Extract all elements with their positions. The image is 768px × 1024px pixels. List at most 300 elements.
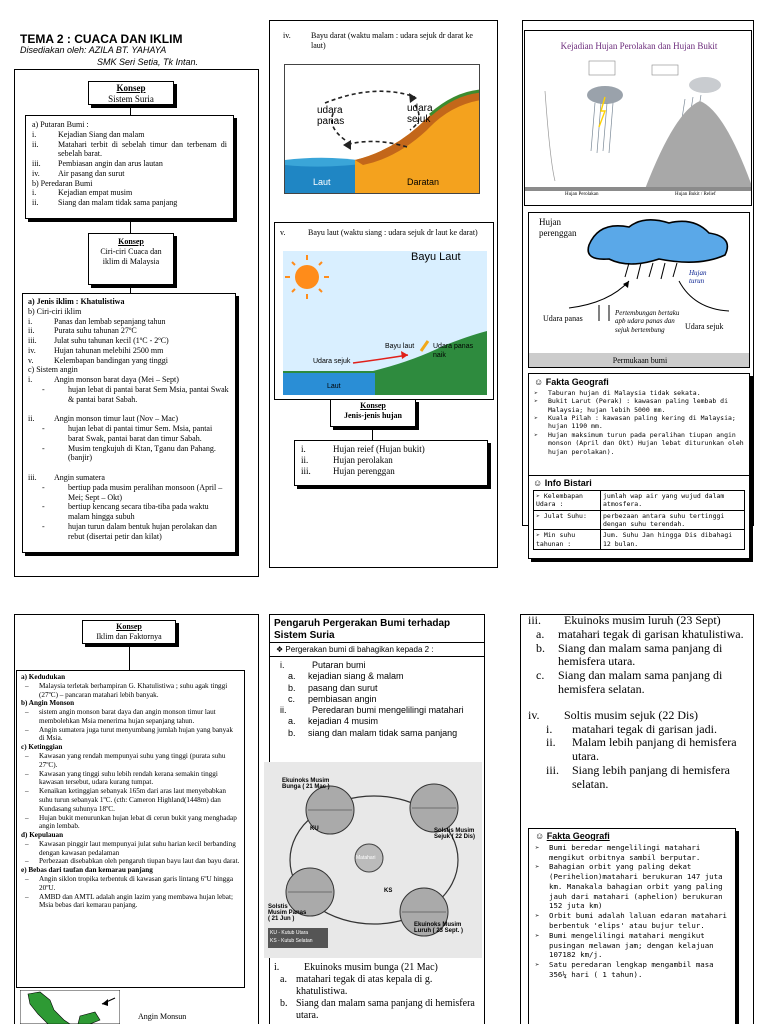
bistari-table: [533, 490, 745, 551]
list-text: sistem angin monson barat daya dan angin monson timur laut membolehkan Msia menerima hujan sepanjang tahun.: [39, 708, 216, 725]
list-item: [21, 787, 240, 813]
sub-rule: [269, 656, 485, 657]
list-item: [534, 414, 744, 431]
dash: –: [25, 708, 29, 717]
label-solstis-panas: Solstis Musim Panas ( 21 Jun ): [268, 904, 307, 922]
list-item: [528, 709, 748, 723]
arrow-icon: ➢: [534, 388, 538, 397]
list-item: [28, 375, 230, 385]
legend-ks: KS - Kutub Selatan: [270, 938, 313, 944]
list-text: Ekuinoks musim bunga (21 Mac): [304, 962, 438, 973]
arrow-icon: ➢: [534, 430, 538, 439]
perenggan-svg: [529, 213, 750, 368]
pole-ks: KS: [384, 888, 393, 894]
pole-ku: KU: [310, 826, 319, 832]
section-sub: [276, 645, 434, 655]
label-matahari: Matahari: [356, 855, 376, 861]
list-item: [32, 198, 227, 208]
konsep-box-iklim-faktor: [82, 620, 176, 644]
smiley-icon: ☺: [534, 377, 546, 387]
daratan-label: Daratan: [407, 177, 440, 187]
list-text: Bayu darat (waktu malam : udara sejuk dr darat ke laut): [311, 31, 473, 50]
list-text: hujan lebat di pantai timur Sem. Msia, pantai barat Swak, pantai barat dan timur Sabah.: [68, 424, 213, 443]
list-num: a.: [280, 974, 287, 985]
list-text: Hujan perenggan: [333, 465, 395, 476]
list-item: [28, 317, 230, 327]
dash: –: [25, 839, 29, 848]
ekuinoks-bunga-text: [274, 962, 480, 1022]
list-item: [535, 960, 729, 980]
smiley-icon: ☺: [535, 831, 547, 841]
bayu-laut-title: Bayu Laut: [411, 251, 461, 263]
dash: -: [42, 424, 45, 433]
arrow-icon: ➢: [535, 862, 540, 872]
list-item: [32, 169, 227, 179]
table-row: [534, 530, 745, 550]
list-text: Siang dan malam sama panjang di hemisfera utara.: [296, 998, 475, 1021]
list-text: hujan turun dalam bentuk hujan perolakan dan rebut (disertai petir dan kilat): [68, 521, 217, 541]
list-num: v.: [28, 355, 34, 365]
list-text: Hujan tahunan melebihi 2500 mm: [54, 345, 164, 355]
list-item: [528, 642, 748, 670]
list-num: v.: [280, 228, 286, 237]
malaysia-map-svg: [20, 990, 120, 1024]
list-text: AMBD dan AMTL adalah angin lazim yang membawa hujan lebat; Msia bebas dari kemarau panjang.: [39, 892, 233, 910]
author-line: Disediakan oleh: AZILA BT. YAHAYA: [20, 45, 167, 55]
arrow-icon: ➢: [535, 960, 540, 970]
list-text: Kawasan pinggir laut mempunyai julat suhu harian kecil berbanding dengan kawasan pedalaman: [39, 839, 236, 857]
list-item: [280, 728, 480, 739]
udara-panas-label: udara panas: [317, 105, 345, 127]
list-num: b.: [280, 998, 288, 1009]
list-num: iv.: [32, 168, 40, 178]
angin-heading: c) Sistem angin: [28, 365, 78, 375]
list-text: Bahagian orbit yang paling dekat (Perihelion)matahari berukuran 147 juta km. Manakala bahagian orbit yang paling jauh dari matahari (aphelion) berukuran 152 juta km): [549, 862, 723, 911]
title-rule: [269, 642, 485, 643]
list-text: bertiup pada musim peralihan monsoon (April – Mei; Sept – Okt): [68, 482, 223, 502]
list-text: pasang dan surut: [308, 682, 378, 693]
list-text: Angin siklon tropika terbentuk di kawasan garis lintang 6ºU hingga 20ºU.: [39, 874, 234, 892]
list-item: [21, 875, 240, 893]
list-text: matahari tegak di garisan khatulistiwa.: [558, 626, 744, 641]
list-item: [534, 431, 744, 456]
list-item: [21, 840, 240, 858]
list-item: [528, 764, 748, 792]
udara-panas-naik-label: Udara panas naik: [433, 343, 474, 359]
bayu-laut-box: [274, 222, 494, 400]
bayu-laut-label: Bayu laut: [385, 343, 415, 350]
list-item: [21, 726, 240, 744]
arrow-icon: ➢: [536, 491, 544, 500]
list-item: [528, 628, 748, 642]
list-num: ii.: [546, 735, 556, 750]
dash: -: [42, 384, 45, 394]
dash: -: [42, 521, 45, 531]
list-text: siang dan malam tidak sama panjang: [308, 727, 458, 738]
list-text: Kuala Pilah : kawasan paling kering di Malaysia; hujan 1190 mm.: [548, 414, 736, 431]
konsep-label: Konsep: [116, 622, 142, 631]
list-text: Perbezaan disebabkan oleh pengaruh tiupan bayu laut dan bayu darat.: [39, 857, 240, 866]
konsep-sub: Iklim dan Faktornya: [96, 631, 162, 641]
dash: –: [25, 725, 29, 734]
dash: -: [42, 482, 45, 492]
konsep-sub: Ciri-ciri Cuaca dan iklim di Malaysia: [100, 246, 162, 266]
list-item: [21, 814, 240, 832]
list-text: pembiasan angin: [308, 693, 377, 704]
map-label: Angin Monsun: [138, 1012, 187, 1021]
list-num: iii.: [32, 159, 41, 168]
list-num: i.: [274, 962, 280, 973]
connector-line: [130, 105, 131, 115]
bayu-laut-svg: [283, 251, 487, 395]
table-cell-key: [534, 530, 601, 550]
udara-sejuk-label: Udara sejuk: [685, 322, 724, 331]
arrow-icon: ➢: [535, 911, 540, 921]
table-cell-value: jumlah wap air yang wujud dalam atmosfera.: [601, 490, 745, 510]
list-num: i.: [280, 660, 285, 670]
list-num: a.: [288, 671, 296, 682]
list-item: [28, 522, 230, 542]
list-num: iv.: [28, 345, 36, 355]
list-item: [301, 444, 481, 455]
list-item: [28, 385, 230, 405]
list-item: [21, 682, 240, 700]
list-text: Angin monson timur laut (Nov – Mac): [54, 414, 178, 424]
connector-line: [372, 427, 373, 440]
list-num: b.: [536, 640, 545, 655]
konsep-label: Konsep: [116, 83, 146, 93]
list-item: [21, 752, 240, 770]
dash: –: [25, 813, 29, 822]
list-text: Putaran bumi: [312, 660, 366, 670]
fakta-title: [534, 377, 744, 389]
list-text: Siang dan malam tidak sama panjang: [58, 198, 178, 207]
list-item: [21, 857, 240, 866]
connector-line: [130, 285, 131, 293]
list-text: Hujan reief (Hujan bukit): [333, 444, 425, 454]
dash: –: [25, 769, 29, 778]
list-text: Siang dan malam sama panjang di hemisfera utara.: [558, 640, 723, 669]
label-solstis-sejuk: Solstis Musim Sejuk ( 22 Dis): [434, 828, 476, 840]
list-item: [280, 694, 480, 705]
list-text: Kenaikan ketinggian sebanyak 165m dari aras laut menyebabkan suhu turun sebanyak 1ºC. (cth: Cameron Highland(1448m) dan Kundasang suhunya 18ºC.: [39, 787, 227, 813]
bayu-laut-diagram: [283, 251, 487, 395]
arrow-icon: ➢: [534, 414, 538, 422]
bayu-darat-diagram: [284, 64, 480, 194]
list-item: [528, 736, 748, 764]
arrow-icon: ➢: [536, 511, 544, 520]
list-text: Siang dan malam sama panjang di hemisfera selatan.: [558, 668, 723, 696]
list-text: Musim tengkujuh di Ktan, Tganu dan Pahang. (banjir): [68, 443, 216, 463]
malaysia-map: [20, 990, 120, 1024]
list-text: Malaysia terletak berhampiran G. Khatulistiwa ; suhu agak tinggi (27ºC) – pancaran matahari lebih banyak.: [39, 681, 228, 699]
list-text: Bumi beredar mengelilingi matahari mengikut orbitnya sambil berputar.: [549, 842, 701, 862]
list-num: iii.: [28, 336, 37, 345]
list-text: Taburan hujan di Malaysia tidak sekata.: [548, 388, 701, 397]
list-item: [280, 705, 480, 716]
diagram-title: Kejadian Hujan Perolakan dan Hujan Bukit: [560, 41, 718, 51]
list-text: Kelembapan bandingan yang tinggi: [54, 355, 168, 365]
dash: -: [42, 443, 45, 453]
list-text: Bayu laut (waktu siang : udara sejuk dr laut ke darat): [308, 228, 478, 237]
list-item: [32, 140, 227, 160]
list-item: [32, 130, 227, 140]
list-text: Angin monson barat daya (Mei – Sept): [54, 375, 179, 384]
list-item: [28, 473, 230, 483]
list-num: ii.: [301, 454, 309, 465]
list-item: [528, 614, 748, 628]
list-num: ii.: [280, 705, 287, 715]
sub-text: Pergerakan bumi di bahagikan kepada 2 :: [285, 645, 434, 654]
list-text: Hujan maksimum turun pada peralihan tiupan angin monson (April dan Okt) Hujan lebat diturunkan oleh hujan perolakan).: [548, 430, 744, 456]
list-text: Air pasang dan surut: [58, 168, 125, 178]
dash: -: [42, 502, 45, 512]
arrow-icon: ➢: [535, 930, 540, 940]
label-ekuinoks-bunga: Ekuinoks Musim Bunga ( 21 Mac ): [282, 778, 330, 790]
list-num: c.: [288, 693, 296, 704]
list-item: [528, 723, 748, 737]
list-num: ii.: [32, 198, 39, 207]
fakta-geografi-box: [528, 373, 750, 483]
list-text: Soltis musim sejuk (22 Dis): [564, 707, 699, 722]
list-item: [274, 962, 480, 974]
table-row: [534, 490, 745, 510]
list-text: kejadian siang & malam: [308, 671, 404, 682]
list-item: [28, 483, 230, 503]
diagram-left-label: Hujan Perolakan: [565, 192, 599, 197]
list-text: Matahari terbit di sebelah timur dan terbenam di sebelah barat.: [58, 139, 227, 159]
list-item: [280, 660, 480, 671]
bayu-darat-heading: [283, 31, 488, 51]
list-item: [28, 326, 230, 336]
list-num: iii.: [546, 762, 560, 777]
list-item: [535, 911, 729, 931]
list-text: Angin sumatera juga turut menyumbang jumlah hujan yang banyak di Msia.: [39, 725, 234, 743]
list-text: Panas dan lembab sepanjang tahun: [54, 316, 166, 326]
list-text: Kejadian Siang dan malam: [58, 129, 145, 139]
list-text: Peredaran bumi mengelilingi matahari: [312, 705, 464, 715]
list-item: [274, 998, 480, 1022]
list-item: [32, 159, 227, 169]
konsep-box-jenis-hujan: [330, 399, 416, 427]
list-text: Bukit Larut (Perak) : kawasan paling lembab di Malaysia; hujan lebih 5000 mm.: [548, 397, 729, 414]
bayu-laut-heading: [280, 228, 488, 238]
list-item: [280, 716, 480, 727]
list-item: [280, 683, 480, 694]
putaran-list: [280, 660, 480, 739]
page-title: TEMA 2 : CUACA DAN IKLIM: [20, 32, 183, 46]
table-cell-value: Jum. Suhu Jan hingga Dis dibahagi 12 bulan.: [601, 530, 745, 550]
konsep-sub: Jenis-jenis hujan: [343, 410, 402, 420]
putaran-heading: a) Putaran Bumi :: [32, 120, 89, 129]
list-text: Pembiasan angin dan arus lautan: [58, 159, 163, 168]
list-text: Siang lebih panjang di hemisfera selatan.: [572, 762, 730, 791]
list-text: matahari tegak di atas kepala di g. khatulistiwa.: [296, 974, 433, 997]
list-text: Orbit bumi adalah laluan edaran matahari berbentuk 'elips' atau bujur telur.: [549, 911, 727, 930]
list-item: [534, 389, 744, 397]
dash: –: [25, 892, 29, 901]
hujan-turun-label: Hujan turun: [689, 269, 707, 285]
permukaan-bumi-label: Permukaan bumi: [612, 356, 668, 365]
school-line: SMK Seri Setia, Tk Intan.: [97, 57, 199, 67]
legend-ku: KU - Kutub Utara: [270, 930, 309, 936]
konsep-box-sistem-suria: [88, 81, 174, 105]
list-item: [28, 356, 230, 366]
list-item: [534, 397, 744, 414]
connector-line: [129, 644, 130, 670]
fakta-geografi-box-2: [528, 828, 736, 1024]
dash: –: [25, 681, 29, 690]
list-item: [301, 466, 481, 477]
list-text: Kawasan yang rendah mempunyai suhu yang tinggi (purata suhu 27ºC).: [39, 752, 226, 769]
smiley-icon: ☺: [533, 478, 545, 488]
jenis-hujan-box: [294, 440, 488, 486]
list-item: [28, 414, 230, 424]
konsep-label: Konsep: [118, 237, 144, 246]
list-item: [535, 843, 729, 863]
list-item: [280, 671, 480, 682]
diamond-icon: ❖: [276, 645, 286, 654]
faktor-box: [16, 670, 245, 988]
label-ekuinoks-luruh: Ekuinoks Musim Luruh ( 23 Sept. ): [414, 922, 464, 934]
list-item: [301, 455, 481, 466]
key-text: Julat Suhu:: [543, 511, 587, 520]
list-item: [28, 444, 230, 464]
list-text: Bumi mengelilingi matahari mengikut pusingan melawan jam; dengan kelajuan 107182 km/j.: [549, 930, 714, 960]
list-text: Kejadian empat musim: [58, 188, 133, 198]
hujan-bukit-diagram: [524, 30, 752, 206]
iklim-heading2: b) Ciri-ciri iklim: [28, 306, 82, 316]
konsep-sub: Sistem Suria: [108, 93, 154, 104]
list-item: [21, 708, 240, 726]
list-text: Purata suhu tahunan 27ºC: [54, 326, 137, 336]
hujan-bukit-svg: [525, 31, 752, 206]
section-heading: b) Angin Monson: [21, 699, 75, 708]
section-title: Pengaruh Pergerakan Bumi terhadap Sistem Suria: [274, 618, 451, 641]
info-bistari-box: [528, 475, 750, 559]
key-text: Min suhu tahunan :: [536, 531, 576, 548]
list-text: Satu peredaran lengkap mengambil masa 356¼ hari ( 1 tahun).: [549, 960, 714, 979]
list-num: iii.: [301, 465, 311, 476]
list-num: iii.: [528, 613, 542, 627]
arrow-icon: ➢: [534, 397, 538, 406]
arrow-icon: ➢: [536, 531, 544, 540]
arrow-icon: ➢: [535, 842, 540, 852]
list-item: [274, 974, 480, 998]
diagram-right-label: Hujan Bukit / Relief: [675, 192, 716, 197]
list-text: Julat suhu tahunan kecil (1ºC - 2ºC): [54, 336, 169, 345]
list-num: i.: [32, 188, 37, 198]
laut-label: Laut: [313, 177, 331, 187]
fakta-title: [535, 831, 729, 843]
dash: –: [25, 857, 29, 866]
putaran-box: [25, 115, 234, 219]
list-text: Angin sumatera: [54, 473, 105, 482]
list-text: bertiup kencang secara tiba-tiba pada waktu malam hingga subuh: [68, 502, 209, 521]
list-num: ii.: [28, 414, 35, 424]
table-cell-key: [534, 490, 601, 510]
list-item: [21, 893, 240, 911]
seasons-diagram: [264, 762, 482, 958]
list-text: Ekuinoks musim luruh (23 Sept): [564, 613, 721, 627]
list-text: matahari tegak di garisan jadi.: [572, 721, 717, 736]
udara-sejuk-label: Udara sejuk: [313, 358, 351, 365]
bistari-title-text: Info Bistari: [544, 478, 592, 488]
hujan-perenggan-box: [528, 212, 750, 368]
fakta-title-text: Fakta Geografi: [546, 831, 610, 841]
list-item: [28, 346, 230, 356]
bistari-title: [533, 478, 745, 490]
list-item: [28, 502, 230, 522]
fakta-title-text: Fakta Geografi: [545, 377, 609, 387]
list-num: i.: [32, 129, 37, 139]
list-num: b.: [288, 682, 296, 693]
list-text: Hujan bukit menurunkan hujan lebat di cerun bukit yang menghadap angin lembab.: [39, 813, 237, 831]
udara-panas-label: Udara panas: [543, 314, 583, 323]
konsep-label: Konsep: [360, 401, 386, 410]
section-heading: a) Kedudukan: [21, 673, 66, 681]
list-text: hujan lebat di pantai barat Sem Msia, pantai Swak & pantai barat Sabah.: [68, 384, 229, 404]
list-num: ii.: [32, 139, 39, 149]
list-item: [21, 770, 240, 788]
list-num: a.: [288, 716, 296, 727]
list-item: [32, 188, 227, 198]
list-num: i.: [301, 444, 306, 454]
list-text: kejadian 4 musim: [308, 716, 379, 727]
list-num: i.: [28, 316, 33, 326]
dash: –: [25, 874, 29, 883]
list-item: [535, 931, 729, 960]
list-num: c.: [536, 668, 545, 683]
pertembungan-label: Pertembungan bertaku apb udara panas dan sejuk bertembung: [615, 309, 680, 334]
list-num: a.: [536, 626, 545, 641]
list-item: [28, 424, 230, 444]
list-num: b.: [288, 727, 296, 738]
key-text: Kelembapan Udara :: [536, 491, 583, 509]
connector-line: [130, 219, 131, 233]
iklim-heading: a) Jenis iklim : Khatulistiwa: [28, 297, 125, 306]
list-item: [535, 862, 729, 911]
table-cell-value: perbezaan antara suhu tertinggi dengan suhu terendah.: [601, 510, 745, 530]
musim-luruh-list: [528, 614, 748, 792]
list-item: [28, 336, 230, 346]
list-item: [528, 669, 748, 697]
list-num: i.: [28, 375, 33, 384]
iklim-box: [22, 293, 236, 553]
laut-label: Laut: [327, 383, 341, 390]
peredaran-heading: b) Peredaran Bumi: [32, 178, 93, 188]
list-num: iii.: [28, 473, 37, 482]
konsep-box-ciri-iklim: [88, 233, 174, 285]
table-row: [534, 510, 745, 530]
perenggan-title: Hujan perenggan: [539, 217, 577, 238]
section-heading: e) Bebas dari taufan dan kemarau panjang: [21, 866, 153, 875]
section-heading: c) Ketinggian: [21, 743, 63, 752]
list-text: Kawasan yang tinggi suhu lebih rendah kerana semakin tinggi kawasan tersebut, udara kurang tumpat.: [39, 769, 218, 787]
list-num: iv.: [528, 707, 540, 722]
udara-sejuk-label: udara sejuk: [407, 103, 433, 125]
table-cell-key: [534, 510, 601, 530]
dash: –: [25, 752, 29, 761]
list-num: ii.: [28, 326, 35, 336]
list-num: i.: [546, 721, 553, 736]
list-text: Hujan perolakan: [333, 454, 393, 465]
list-num: iv.: [283, 31, 291, 40]
bayu-darat-svg: [285, 65, 480, 194]
section-heading: d) Kepulauan: [21, 831, 64, 840]
list-text: Malam lebih panjang di hemisfera utara.: [572, 735, 737, 764]
dash: –: [25, 787, 29, 796]
